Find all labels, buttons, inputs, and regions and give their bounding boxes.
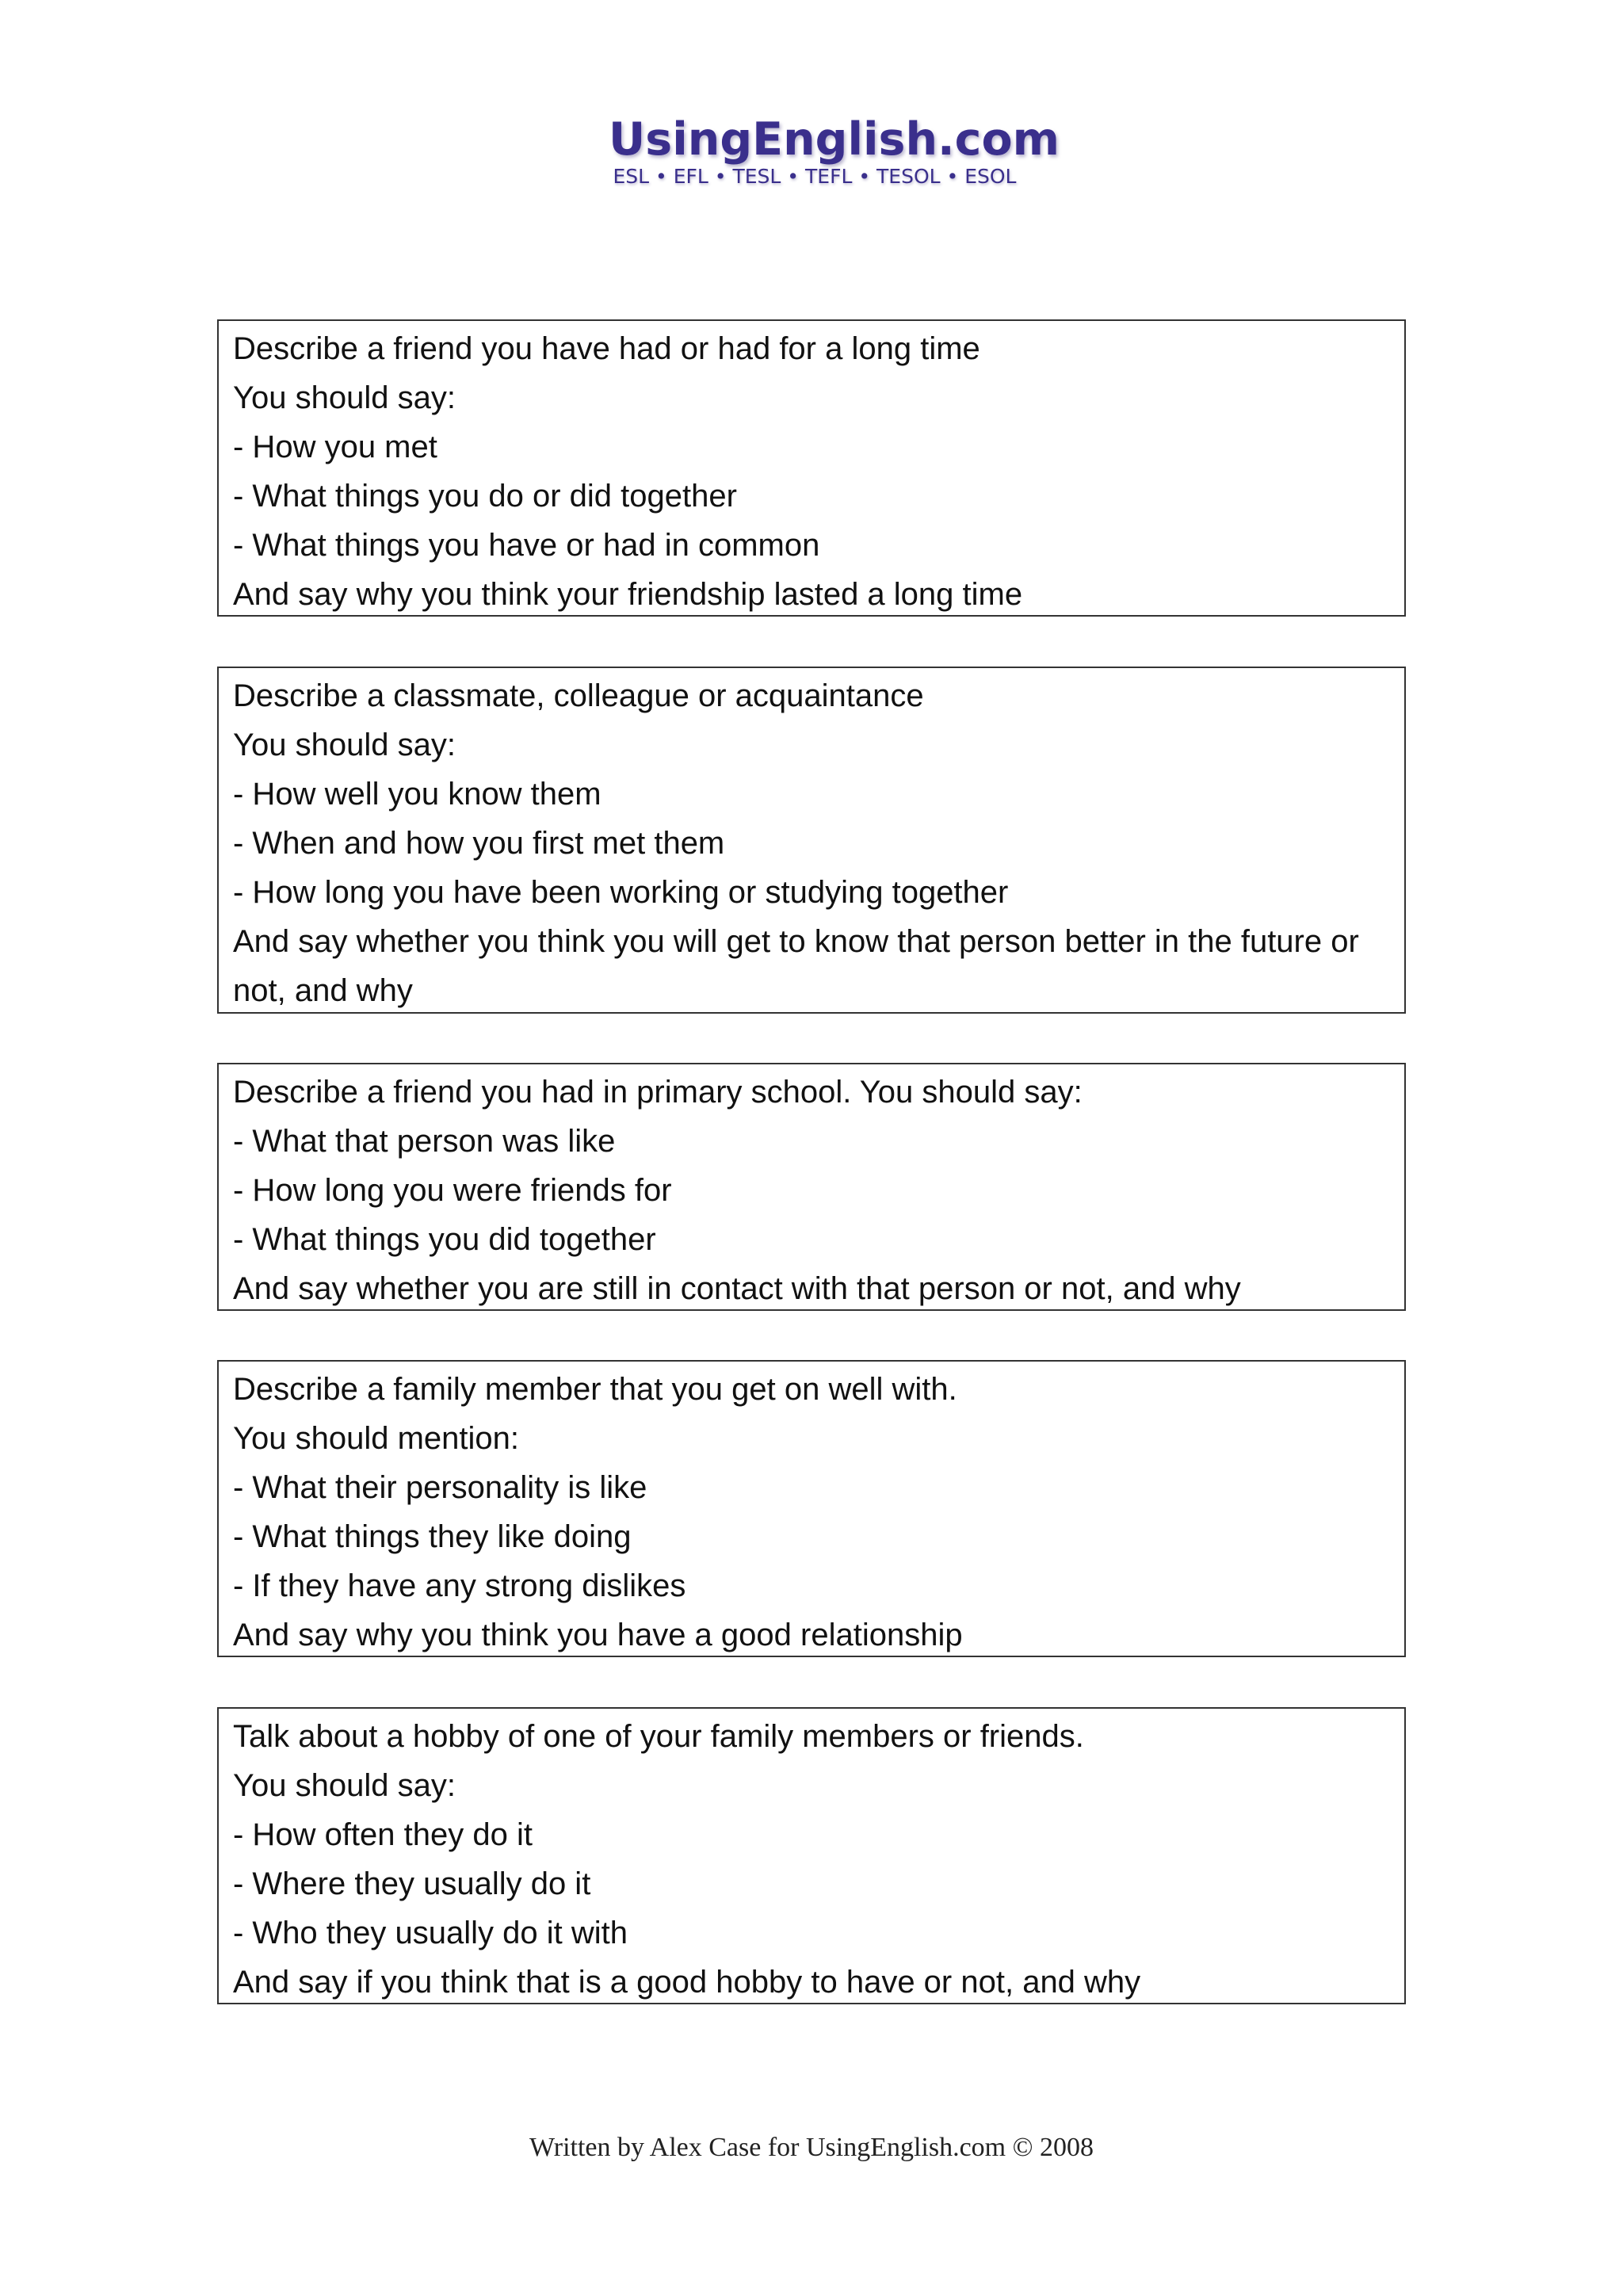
card-line: - What that person was like	[233, 1124, 616, 1159]
card-line: - What things you do or did together	[233, 479, 737, 514]
topic-card-1	[217, 319, 1406, 617]
topic-card-4	[217, 1360, 1406, 1657]
site-logo	[609, 111, 1060, 189]
card-line: - What their personality is like	[233, 1470, 647, 1505]
card-prompt: Talk about a hobby of one of your family members or friends.	[233, 1719, 1084, 1754]
card-line: - What things you did together	[233, 1222, 656, 1257]
topic-card-2	[217, 667, 1406, 1014]
card-line: And say why you think you have a good relationship	[233, 1618, 963, 1652]
card-line: - How long you have been working or studying together	[233, 875, 1009, 910]
card-line: - How often they do it	[233, 1817, 533, 1852]
card-line: - Where they usually do it	[233, 1866, 591, 1901]
card-line: You should say:	[233, 728, 456, 762]
card-line: - Who they usually do it with	[233, 1916, 628, 1950]
logo-subtitle: ESL • EFL • TESL • TEFL • TESOL • ESOL	[613, 165, 1017, 188]
footer-credit: Written by Alex Case for UsingEnglish.com © 2008	[529, 2133, 1094, 2162]
logo-title: UsingEnglish.com	[609, 113, 1060, 166]
card-line: - What things you have or had in common	[233, 528, 820, 563]
card-prompt: Describe a friend you have had or had for a long time	[233, 331, 980, 366]
card-line: You should say:	[233, 1768, 456, 1803]
card-prompt: Describe a family member that you get on well with.	[233, 1372, 957, 1407]
card-line: - If they have any strong dislikes	[233, 1568, 686, 1603]
card-line: And say whether you think you will get to know that person better in the future or not, and why	[233, 924, 1359, 1008]
card-line: You should mention:	[233, 1421, 520, 1456]
topic-card-3	[217, 1063, 1406, 1311]
card-line: You should say:	[233, 380, 456, 415]
card-line: - What things they like doing	[233, 1519, 632, 1554]
card-prompt: Describe a classmate, colleague or acquaintance	[233, 678, 924, 713]
card-prompt: Describe a friend you had in primary school. You should say:	[233, 1075, 1083, 1110]
card-line: - How you met	[233, 430, 437, 464]
card-line: And say whether you are still in contact with that person or not, and why	[233, 1271, 1241, 1306]
card-line: - How well you know them	[233, 777, 601, 812]
card-line: And say why you think your friendship lasted a long time	[233, 577, 1023, 612]
card-line: - How long you were friends for	[233, 1173, 672, 1208]
card-line: And say if you think that is a good hobby to have or not, and why	[233, 1965, 1141, 2000]
topic-card-5	[217, 1707, 1406, 2004]
card-line: - When and how you first met them	[233, 826, 725, 861]
